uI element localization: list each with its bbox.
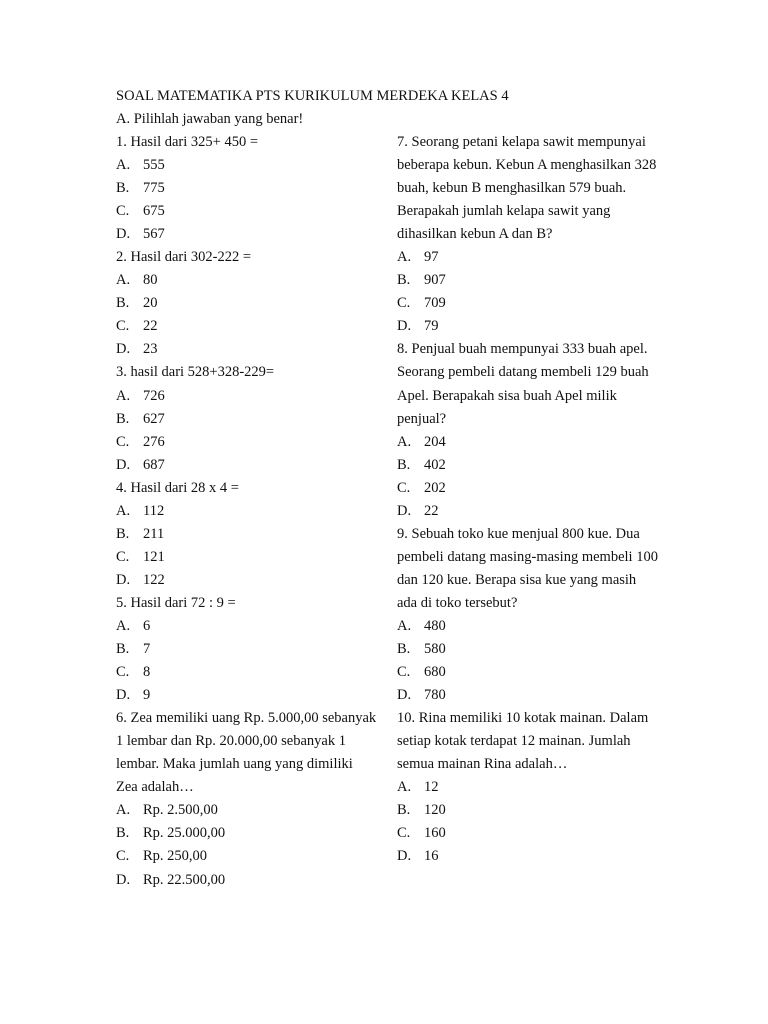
question-text: 2. Hasil dari 302-222 = bbox=[116, 249, 252, 266]
option-d bbox=[397, 845, 672, 868]
option-value: 97 bbox=[424, 249, 439, 266]
option-value: 555 bbox=[143, 157, 165, 174]
option-d bbox=[116, 869, 386, 892]
option-value: 680 bbox=[424, 664, 446, 681]
question-7 bbox=[397, 131, 672, 338]
option-b bbox=[397, 638, 672, 661]
option-c bbox=[116, 546, 386, 569]
option-value: 907 bbox=[424, 272, 446, 289]
option-value: 6 bbox=[143, 617, 151, 634]
option-value: 121 bbox=[143, 548, 165, 565]
question-8 bbox=[397, 338, 672, 522]
option-letter: D. bbox=[116, 871, 131, 888]
option-letter: D. bbox=[397, 318, 412, 335]
question-text: 10. Rina memiliki 10 kotak mainan. Dalam setiap kotak terdapat 12 mainan. Jumlah semua mainan Rina adalah… bbox=[397, 710, 649, 773]
option-letter: A. bbox=[397, 779, 412, 796]
question-text: 8. Penjual buah mempunyai 333 buah apel. Seorang pembeli datang membeli 129 buah Apel. Berapakah sisa buah Apel milik penjual? bbox=[397, 341, 649, 427]
option-d bbox=[397, 315, 672, 338]
option-b bbox=[116, 408, 386, 431]
option-letter: B. bbox=[116, 641, 130, 658]
question-text: 1. Hasil dari 325+ 450 = bbox=[116, 134, 259, 150]
option-letter: A. bbox=[397, 433, 412, 450]
option-letter: D. bbox=[116, 571, 131, 588]
option-d bbox=[397, 500, 672, 523]
option-letter: B. bbox=[116, 410, 130, 427]
option-letter: D. bbox=[116, 226, 131, 243]
option-value: 8 bbox=[143, 664, 151, 681]
option-value: 726 bbox=[143, 387, 165, 404]
option-letter: D. bbox=[397, 848, 412, 865]
option-d bbox=[116, 684, 386, 707]
option-letter: A. bbox=[116, 387, 131, 404]
option-value: 120 bbox=[424, 802, 446, 819]
option-letter: D. bbox=[116, 456, 131, 473]
option-a bbox=[397, 431, 672, 454]
option-b bbox=[397, 269, 672, 292]
option-d bbox=[116, 569, 386, 592]
option-letter: A. bbox=[397, 617, 412, 634]
question-10 bbox=[397, 707, 672, 868]
option-a bbox=[116, 615, 386, 638]
option-letter: B. bbox=[116, 525, 130, 542]
option-d bbox=[116, 338, 386, 361]
option-letter: A. bbox=[397, 249, 412, 266]
option-b bbox=[397, 799, 672, 822]
option-letter: C. bbox=[397, 479, 411, 496]
option-letter: B. bbox=[397, 272, 411, 289]
option-value: 122 bbox=[143, 571, 165, 588]
option-d bbox=[116, 223, 386, 246]
option-value: 276 bbox=[143, 433, 165, 450]
option-value: 23 bbox=[143, 341, 158, 358]
option-letter: B. bbox=[397, 802, 411, 819]
option-value: 204 bbox=[424, 433, 446, 450]
option-c bbox=[116, 200, 386, 223]
option-b bbox=[116, 292, 386, 315]
option-letter: A. bbox=[116, 272, 131, 289]
option-value: Rp. 2.500,00 bbox=[143, 802, 218, 819]
option-c bbox=[397, 822, 672, 845]
question-5 bbox=[116, 592, 386, 707]
option-value: Rp. 22.500,00 bbox=[143, 871, 226, 888]
question-text: 7. Seorang petani kelapa sawit mempunyai beberapa kebun. Kebun A menghasilkan 328 buah, kebun B menghasilkan 579 buah. Berapakah jumlah kelapa sawit yang dihasilkan kebun A dan B? bbox=[397, 134, 657, 243]
option-d bbox=[397, 684, 672, 707]
left-column bbox=[116, 131, 386, 892]
option-letter: A. bbox=[116, 617, 131, 634]
question-3 bbox=[116, 361, 386, 476]
option-value: 20 bbox=[143, 295, 158, 312]
option-a bbox=[116, 799, 386, 822]
option-letter: C. bbox=[116, 548, 130, 565]
question-text: 6. Zea memiliki uang Rp. 5.000,00 sebanyak 1 lembar dan Rp. 20.000,00 sebanyak 1 lembar. Maka jumlah uang yang dimiliki Zea adalah… bbox=[116, 710, 377, 796]
option-value: 480 bbox=[424, 617, 446, 634]
option-letter: C. bbox=[116, 433, 130, 450]
option-value: 775 bbox=[143, 180, 165, 197]
question-text: 3. hasil dari 528+328-229= bbox=[116, 364, 275, 381]
option-letter: D. bbox=[116, 341, 131, 358]
option-letter: D. bbox=[397, 687, 412, 704]
option-c bbox=[397, 292, 672, 315]
option-value: 627 bbox=[143, 410, 165, 427]
option-b bbox=[116, 822, 386, 845]
option-a bbox=[116, 500, 386, 523]
question-9 bbox=[397, 523, 672, 707]
option-c bbox=[397, 477, 672, 500]
option-value: Rp. 250,00 bbox=[143, 848, 208, 865]
option-letter: B. bbox=[397, 456, 411, 473]
option-letter: B. bbox=[116, 295, 130, 312]
question-text: 4. Hasil dari 28 x 4 = bbox=[116, 479, 239, 496]
option-letter: D. bbox=[397, 502, 412, 519]
option-a bbox=[116, 269, 386, 292]
option-letter: B. bbox=[116, 825, 130, 842]
option-a bbox=[397, 615, 672, 638]
option-value: 7 bbox=[143, 641, 151, 658]
question-1 bbox=[116, 131, 386, 246]
option-letter: D. bbox=[116, 687, 131, 704]
option-c bbox=[116, 661, 386, 684]
section-instruction: A. Pilihlah jawaban yang benar! bbox=[116, 111, 304, 127]
option-value: 160 bbox=[424, 825, 446, 842]
option-c bbox=[397, 661, 672, 684]
question-6 bbox=[116, 707, 386, 891]
option-value: 202 bbox=[424, 479, 446, 496]
option-letter: C. bbox=[397, 825, 411, 842]
option-a bbox=[397, 776, 672, 799]
option-letter: A. bbox=[116, 502, 131, 519]
option-letter: C. bbox=[397, 664, 411, 681]
option-a bbox=[116, 385, 386, 408]
option-letter: A. bbox=[116, 802, 131, 819]
option-value: 9 bbox=[143, 687, 151, 704]
option-value: 22 bbox=[424, 502, 439, 519]
option-value: 675 bbox=[143, 203, 165, 220]
option-c bbox=[116, 431, 386, 454]
option-value: 16 bbox=[424, 848, 439, 865]
option-letter: C. bbox=[397, 295, 411, 312]
option-value: 402 bbox=[424, 456, 446, 473]
option-d bbox=[116, 454, 386, 477]
option-value: 780 bbox=[424, 687, 446, 704]
option-letter: A. bbox=[116, 157, 131, 174]
option-letter: B. bbox=[116, 180, 130, 197]
question-2 bbox=[116, 246, 386, 361]
option-value: 12 bbox=[424, 779, 439, 796]
right-column bbox=[397, 131, 672, 869]
option-value: 687 bbox=[143, 456, 165, 473]
option-a bbox=[397, 246, 672, 269]
option-value: 567 bbox=[143, 226, 165, 243]
option-value: 112 bbox=[143, 502, 165, 519]
option-letter: C. bbox=[116, 318, 130, 335]
option-a bbox=[116, 154, 386, 177]
option-value: 79 bbox=[424, 318, 439, 335]
option-b bbox=[116, 177, 386, 200]
question-4 bbox=[116, 477, 386, 592]
option-value: 211 bbox=[143, 525, 165, 542]
option-letter: C. bbox=[116, 203, 130, 220]
document-title: SOAL MATEMATIKA PTS KURIKULUM MERDEKA KELAS 4 bbox=[116, 88, 509, 104]
option-b bbox=[116, 638, 386, 661]
option-c bbox=[116, 315, 386, 338]
option-value: Rp. 25.000,00 bbox=[143, 825, 226, 842]
option-c bbox=[116, 845, 386, 868]
question-text: 9. Sebuah toko kue menjual 800 kue. Dua pembeli datang masing-masing membeli 100 dan 120 kue. Berapa sisa kue yang masih ada di toko tersebut? bbox=[397, 525, 658, 611]
option-value: 709 bbox=[424, 295, 446, 312]
option-letter: C. bbox=[116, 664, 130, 681]
option-b bbox=[116, 523, 386, 546]
option-letter: C. bbox=[116, 848, 130, 865]
option-letter: B. bbox=[397, 641, 411, 658]
option-b bbox=[397, 454, 672, 477]
question-text: 5. Hasil dari 72 : 9 = bbox=[116, 594, 236, 611]
option-value: 80 bbox=[143, 272, 158, 289]
option-value: 580 bbox=[424, 641, 446, 658]
option-value: 22 bbox=[143, 318, 158, 335]
